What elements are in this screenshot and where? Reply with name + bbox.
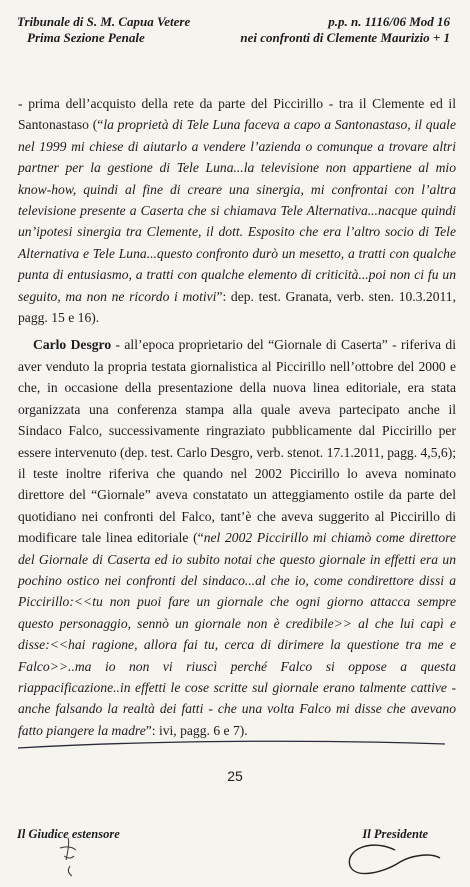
president-signature-label: Il Presidente (362, 827, 428, 841)
testimony-citation: ”: dep. test. Granata, verb. sten. 10.3.2011, pagg. 15 e 16). (18, 288, 456, 326)
testimony-citation: ”: ivi, pagg. 6 e 7). (145, 722, 248, 738)
witness-name: Carlo Desgro (33, 337, 112, 353)
court-section: Prima Sezione Penale (27, 30, 145, 45)
case-defendants: nei confronti di Clemente Maurizio + 1 (240, 30, 450, 45)
judge-signature-label: Il Giudice estensore (17, 827, 120, 841)
court-name: Tribunale di S. M. Capua Vetere (17, 14, 191, 29)
paragraph-intro: - prima dell’acquisto della rete da parte del Piccirillo - tra il Clemente ed il Santonastaso (“ (18, 96, 456, 133)
testimony-quote: la proprietà di Tele Luna faceva a capo a Santonastaso, il quale nel 1999 mi chiese di aiutarlo a vendere l’azienda o comunque a trovare altri partner per la gestione di Tele Luna...la televisione non appartiene al mio know-how, quindi al fine di creare una sinergia, mi confrontai con l’altra televisione presente a Caserta che si chiamava Tele Alternativa...nacque quindi un’ipotesi sinergia tra Clemente, il dott. Esposito che era l’altro socio di Tele Alternativa e Tele Luna...questo confronto durò un mesetto, a tratti con qualche punta di entusiasmo, a tratti con qualche elemento di criticità...poi non ci fu un seguito, ma non ne ricordo i motivi (18, 117, 456, 304)
testimony-quote: nel 2002 Piccirillo mi chiamò come direttore del Giornale di Caserta ed io subito notai che questo giornale in effetti era un pochino ostico nei confronti del sindaco...al che io, come condirettore dissi a Piccirillo:<<tu non puoi fare un giornale che ogni giorno attacca sempre questo personaggio, sennò un giornale non è credibile>> al che lui capì e disse:<<hai ragione, allora fai tu, cerca di dirimere la questione tra me e Falco>>..ma io non vi riuscì perché Falco si oppose a questa riappacificazione..in effetti le cose scritte sul giornale erano talmente cattive - anche falsando la realtà dei fatti - che una volta Falco mi disse che avevano fatto piangere la madre (18, 530, 456, 738)
case-number: p.p. n. 1116/06 Mod 16 (328, 14, 450, 29)
paragraph-text: - all’epoca proprietario del “Giornale di Caserta” - riferiva di aver venduto la propria testata giornalistica al Piccirillo nell’ottobre del 2000 e che, in occasione della presentazione della nuova linea editoriale, era stata organizzata una conferenza stampa alla quale aveva partecipato anche il Sindaco Falco, successivamente ringraziato pubblicamente dal Piccirillo per essere intervenuto (dep. test. Carlo Desgro, verb. stenot. 17.1.2011, pagg. 4,5,6); il teste inoltre riferiva che quando nel 2002 Piccirillo lo aveva nominato direttore del “Giornale” aveva constatato un atteggiamento ostile da parte del quotidiano nei confronti del Falco, tant’è che aveva suggerito al Piccirillo di modificare tale linea editoriale (“ (18, 337, 456, 546)
page-number: 25 (227, 768, 243, 784)
handwritten-underline (18, 741, 445, 748)
handwritten-signature (349, 845, 440, 873)
handwritten-initials (60, 838, 76, 876)
